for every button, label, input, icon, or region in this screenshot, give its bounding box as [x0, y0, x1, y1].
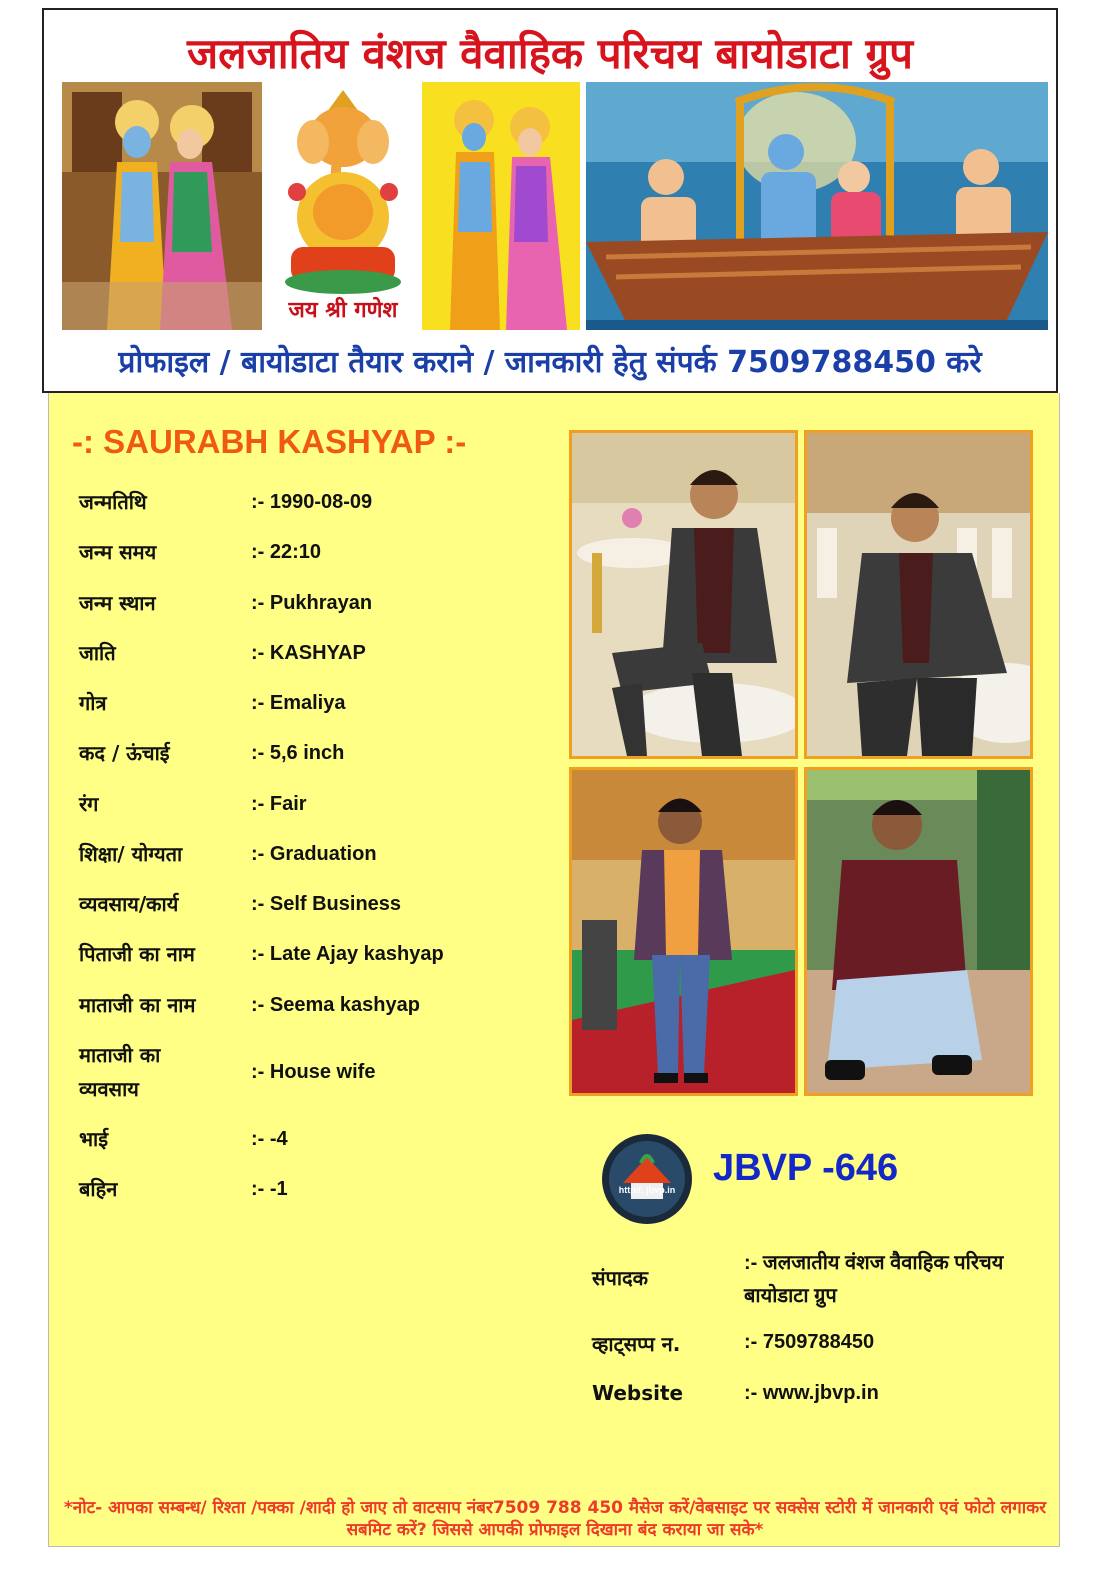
contact-label: व्हाट्सप्प न.	[592, 1332, 681, 1356]
detail-label: जाति	[79, 641, 116, 665]
profile-photo-2	[804, 430, 1033, 759]
banner-title: जलजातिय वंशज वैवाहिक परिचय बायोडाटा ग्रुप	[186, 29, 914, 78]
detail-value: :- Late Ajay kashyap	[251, 943, 444, 965]
name-heading: -: SAURABH KASHYAP :-	[72, 423, 467, 460]
detail-value: :- Seema kashyap	[251, 994, 420, 1016]
detail-value: :- KASHYAP	[251, 642, 366, 664]
detail-value: :- Fair	[251, 793, 307, 815]
logo-url-text: http//: jbvp.in	[618, 1185, 676, 1195]
jbvp-logo	[601, 1133, 693, 1225]
ram-sita-image	[422, 82, 580, 330]
detail-value: :- 1990-08-09	[251, 491, 373, 513]
profile-photo-3	[569, 767, 798, 1096]
detail-label: जन्म समय	[79, 540, 157, 564]
detail-value: :- Graduation	[251, 843, 377, 865]
contact-value: :- जलजातीय वंशज वैवाहिक परिचय बायोडाटा ग्रुप	[744, 1252, 1004, 1307]
detail-label: माताजी का नाम	[79, 993, 196, 1017]
ganesh-caption: जय श्री गणेश	[288, 298, 398, 323]
ganesh-image	[269, 82, 417, 330]
header-banner	[42, 8, 1058, 393]
profile-id: JBVP -646	[713, 1147, 899, 1189]
detail-value: :- Pukhrayan	[251, 592, 373, 614]
detail-label: जन्म स्थान	[79, 591, 156, 615]
contact-value: :- www.jbvp.in	[744, 1382, 879, 1404]
detail-value: :- -4	[251, 1128, 288, 1150]
detail-label: गोत्र	[79, 691, 107, 715]
boat-scene-image	[586, 82, 1048, 330]
footer-note: *नोट- आपका सम्बन्ध/ रिश्ता /पक्का /शादी हो जाए तो वाटसाप नंबर7509 788 450 मैसेज करें/वेबसाइट पर सक्सेस स्टोरी में जानकारी एवं फोटो लगाकर सबमिट करें? जिससे आपकी प्रोफाइल दिखाना बंद कराया जा सके*	[63, 1498, 1047, 1540]
detail-label: पिताजी का नाम	[79, 942, 195, 966]
detail-label: कद / ऊंचाई	[79, 741, 170, 765]
banner-contact-line: प्रोफाइल / बायोडाटा तैयार कराने / जानकारी हेतु संपर्क 7509788450 करे	[118, 345, 982, 380]
detail-value: :- 5,6 inch	[251, 742, 345, 764]
detail-label: व्यवसाय/कार्य	[79, 892, 179, 916]
contact-label: Website	[592, 1381, 684, 1405]
detail-label: बहिन	[79, 1177, 118, 1201]
detail-value: :- -1	[251, 1178, 288, 1200]
detail-label: रंग	[79, 792, 99, 816]
detail-label: जन्मतिथि	[79, 490, 147, 514]
detail-value: :- Self Business	[251, 893, 402, 915]
detail-label: भाई	[79, 1127, 109, 1151]
detail-value: :- House wife	[251, 1061, 376, 1083]
profile-photo-1	[569, 430, 798, 759]
detail-label: माताजी का व्यवसाय	[79, 1043, 161, 1101]
contact-value: :- 7509788450	[744, 1331, 875, 1353]
contact-label: संपादक	[592, 1266, 649, 1290]
profile-photo-4	[804, 767, 1033, 1096]
detail-value: :- 22:10	[251, 541, 322, 563]
ram-sita-wedding-image	[62, 82, 262, 330]
detail-label: शिक्षा/ योग्यता	[79, 842, 183, 866]
detail-value: :- Emaliya	[251, 692, 346, 714]
